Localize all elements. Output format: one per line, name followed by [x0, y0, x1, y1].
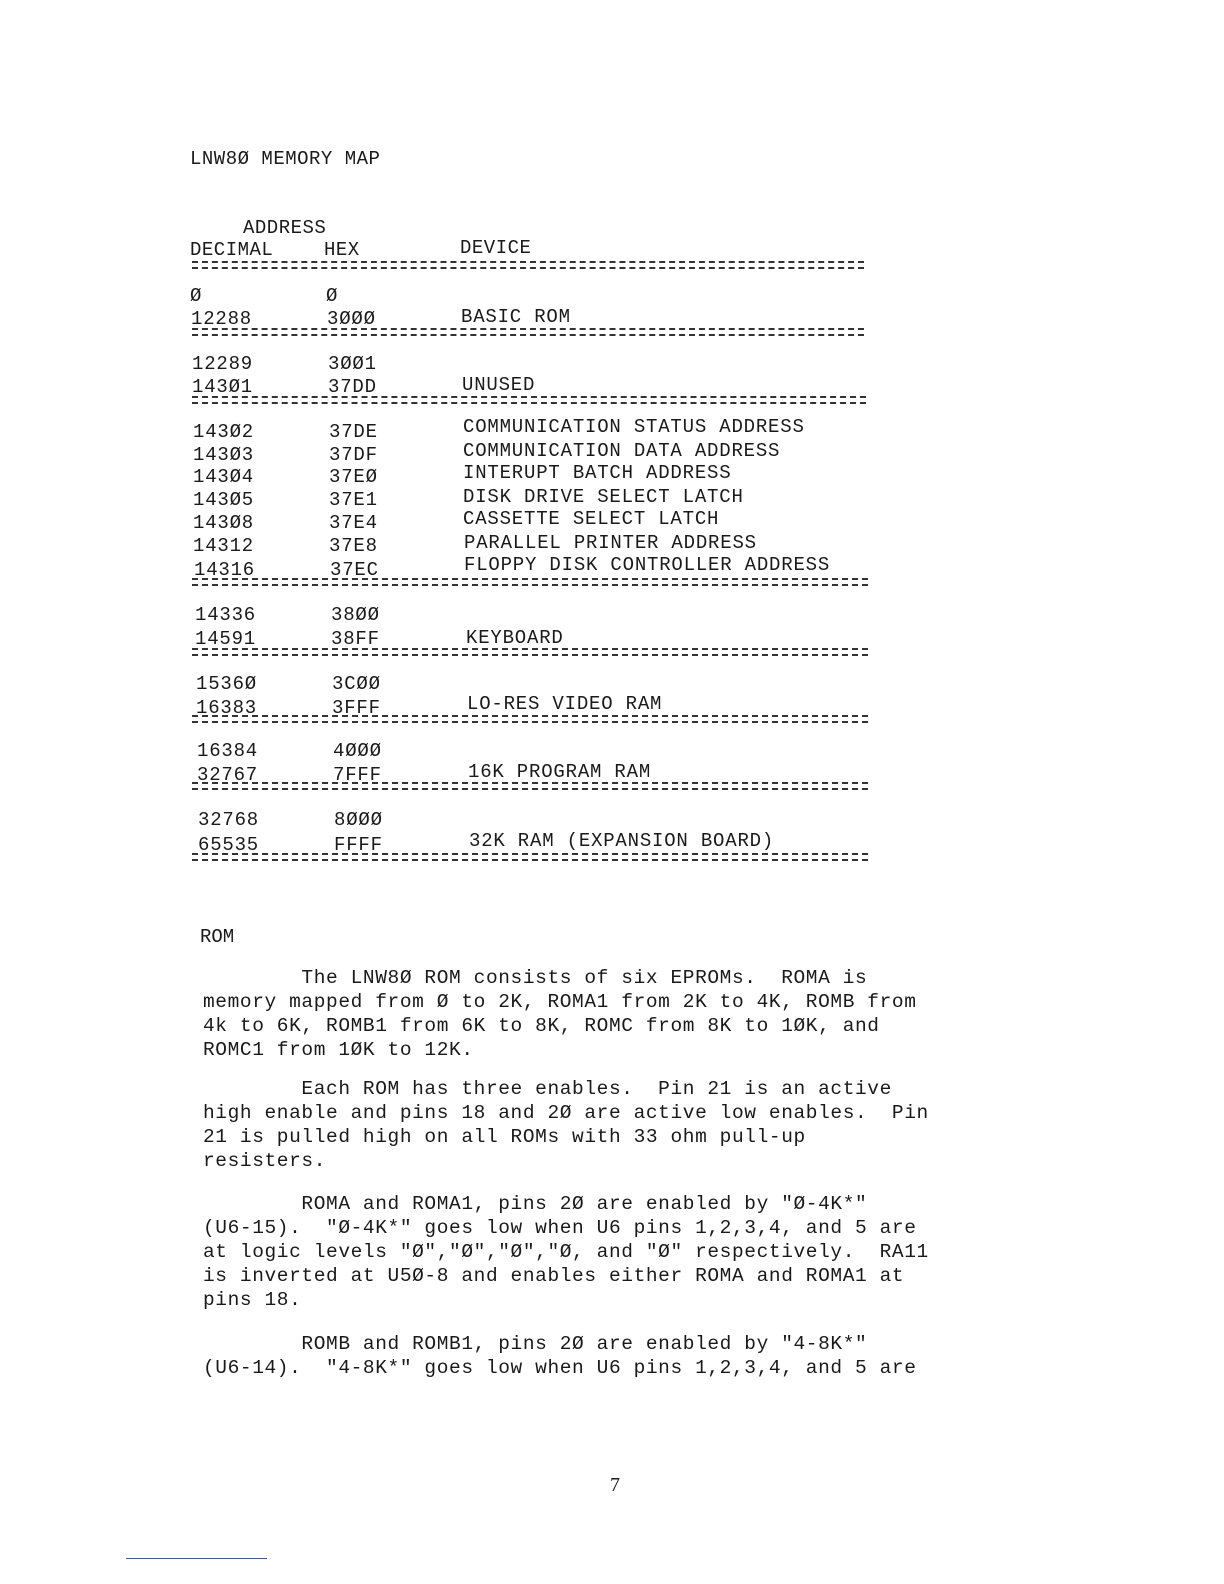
header-hex: HEX — [324, 239, 360, 261]
table-cell-decimal: 143Ø8 — [193, 512, 255, 534]
table-cell-hex: 7FFF — [333, 764, 382, 786]
table-cell-device: FLOPPY DISK CONTROLLER ADDRESS — [464, 554, 831, 576]
table-cell-decimal: 14316 — [194, 559, 256, 581]
table-cell-decimal: 143Ø1 — [192, 376, 254, 398]
table-cell-decimal: 14336 — [195, 604, 257, 626]
table-cell-hex: 37DF — [329, 444, 378, 466]
table-cell-decimal: 14312 — [193, 535, 255, 557]
header-decimal: DECIMAL — [190, 239, 274, 261]
table-cell-hex: 37EØ — [329, 466, 378, 488]
paragraph: ROMB and ROMB1, pins 2Ø are enabled by "4-8K*" (U6-14). "4-8K*" goes low when U6 pins 1,2,3,4, and 5 are — [203, 1333, 917, 1379]
paragraph: The LNW8Ø ROM consists of six EPROMs. ROMA is memory mapped from Ø to 2K, ROMA1 from 2K to 4K, ROMB from 4k to 6K, ROMB1 from 6K to 8K, ROMC from 8K to 1ØK, and ROMC1 from 1ØK to 12K. — [203, 967, 917, 1061]
paragraph: ROMA and ROMA1, pins 2Ø are enabled by "Ø-4K*" (U6-15). "Ø-4K*" goes low when U6 pins 1,2,3,4, and 5 are at logic levels "Ø","Ø","Ø","Ø, and "Ø" respectively. RA11 is inverted at U5Ø-8 and enables either ROMA and ROMA1 at pins 18. — [203, 1193, 929, 1311]
table-cell-hex: 37DE — [329, 421, 378, 443]
table-cell-device: BASIC ROM — [461, 306, 571, 328]
table-rule — [192, 328, 864, 336]
table-cell-hex: 37E4 — [329, 512, 378, 534]
table-cell-hex: 8ØØØ — [334, 809, 383, 831]
section-heading-rom: ROM — [200, 926, 235, 948]
table-cell-decimal: 12289 — [192, 353, 254, 375]
table-cell-hex: 37DD — [328, 376, 377, 398]
table-cell-device: LO-RES VIDEO RAM — [467, 693, 663, 715]
page-number: 7 — [610, 1474, 620, 1496]
table-cell-device: COMMUNICATION STATUS ADDRESS — [463, 416, 805, 438]
table-cell-decimal: 143Ø3 — [193, 444, 255, 466]
table-cell-device: PARALLEL PRINTER ADDRESS — [464, 532, 757, 554]
table-cell-decimal: 32767 — [197, 764, 259, 786]
table-rule — [192, 853, 868, 861]
header-address: ADDRESS — [243, 217, 327, 239]
footer-divider — [126, 1558, 267, 1559]
table-cell-device: KEYBOARD — [466, 627, 564, 649]
table-cell-decimal: 143Ø5 — [193, 489, 255, 511]
table-cell-decimal: 14591 — [195, 628, 257, 650]
table-rule — [192, 261, 864, 269]
table-cell-device: CASSETTE SELECT LATCH — [463, 508, 720, 530]
table-cell-device: INTERUPT BATCH ADDRESS — [463, 462, 732, 484]
table-cell-device: UNUSED — [462, 374, 536, 396]
table-rule — [192, 648, 868, 656]
table-rule — [192, 578, 868, 586]
table-cell-decimal: 12288 — [191, 308, 253, 330]
paragraph: Each ROM has three enables. Pin 21 is an active high enable and pins 18 and 2Ø are active low enables. Pin 21 is pulled high on all ROMs with 33 ohm pull-up resisters. — [203, 1078, 929, 1172]
table-cell-hex: 3CØØ — [332, 673, 381, 695]
table-cell-hex: 37E8 — [329, 535, 378, 557]
header-device: DEVICE — [460, 237, 532, 259]
table-cell-decimal: 65535 — [198, 834, 260, 856]
table-cell-device: DISK DRIVE SELECT LATCH — [463, 486, 744, 508]
table-cell-device: 16K PROGRAM RAM — [468, 761, 652, 783]
page-title: LNW8Ø MEMORY MAP — [190, 148, 381, 170]
table-cell-decimal: Ø — [190, 285, 203, 307]
table-cell-decimal: 32768 — [198, 809, 260, 831]
table-cell-hex: 37EC — [330, 559, 379, 581]
table-cell-hex: 38FF — [331, 628, 380, 650]
table-rule — [192, 396, 866, 404]
table-cell-hex: 3ØØ1 — [328, 353, 377, 375]
table-cell-device: 32K RAM (EXPANSION BOARD) — [469, 830, 775, 852]
table-cell-device: COMMUNICATION DATA ADDRESS — [463, 440, 781, 462]
table-cell-decimal: 16384 — [197, 740, 259, 762]
table-cell-hex: Ø — [326, 285, 339, 307]
table-cell-decimal: 1536Ø — [196, 673, 258, 695]
table-rule — [192, 782, 868, 790]
table-cell-hex: 4ØØØ — [333, 740, 382, 762]
table-cell-hex: 3ØØØ — [327, 308, 376, 330]
table-rule — [192, 715, 868, 723]
table-cell-decimal: 143Ø2 — [193, 421, 255, 443]
table-cell-hex: 37E1 — [329, 489, 378, 511]
table-cell-hex: FFFF — [334, 834, 383, 856]
table-cell-decimal: 143Ø4 — [193, 466, 255, 488]
table-cell-hex: 38ØØ — [331, 604, 380, 626]
table-cell-decimal: 16383 — [196, 697, 258, 719]
table-cell-hex: 3FFF — [332, 697, 381, 719]
